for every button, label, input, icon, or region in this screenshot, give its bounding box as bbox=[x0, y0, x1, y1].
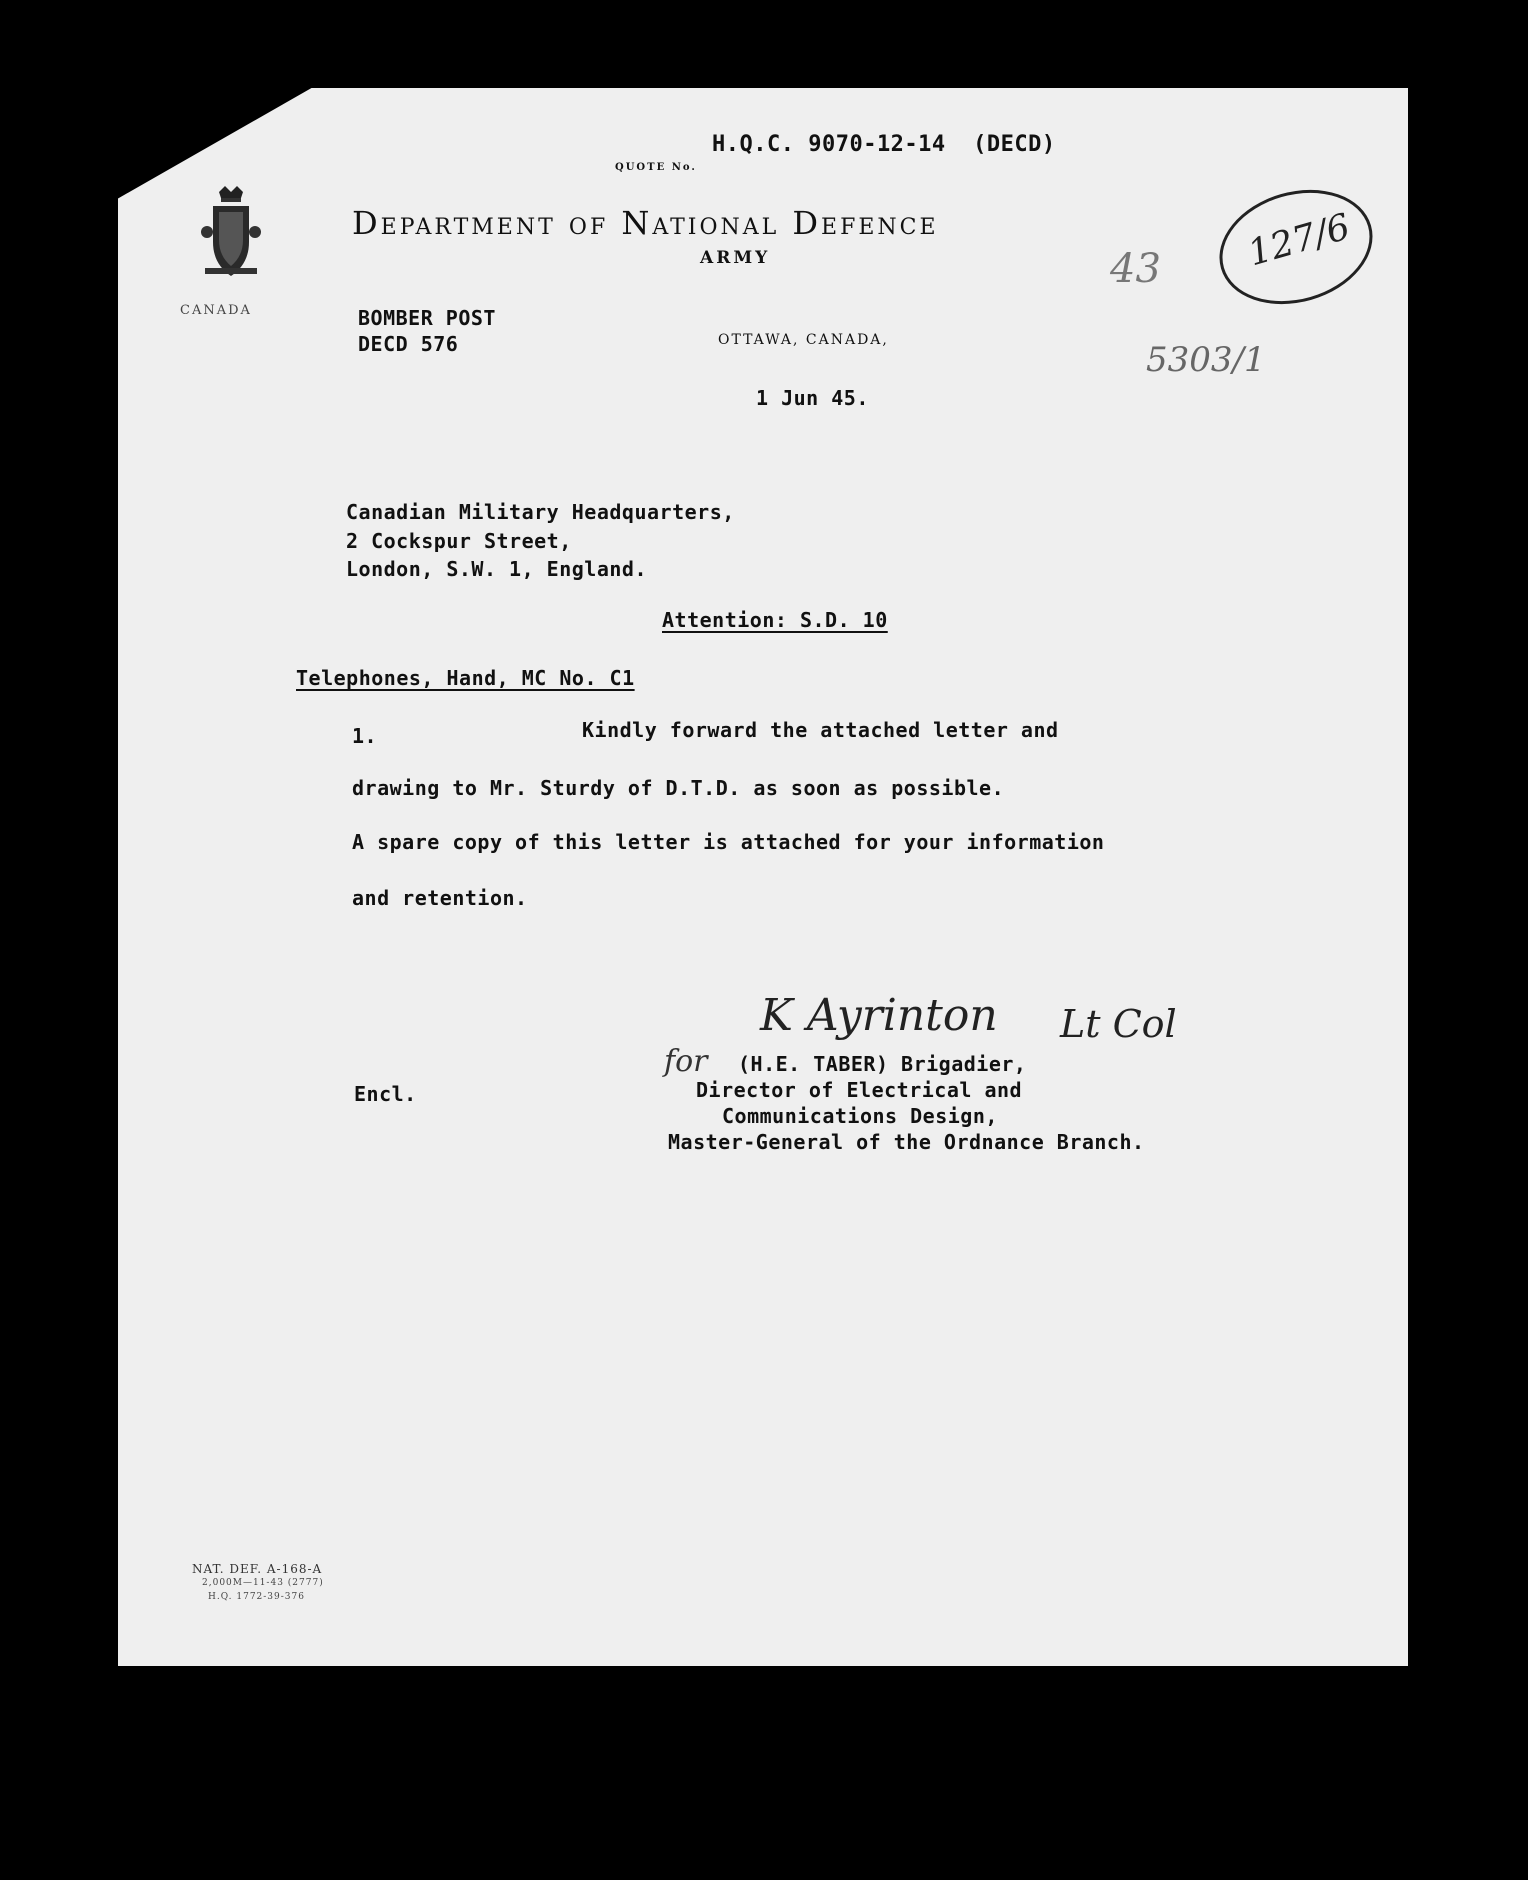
recipient-line-3: London, S.W. 1, England. bbox=[346, 557, 647, 581]
handwritten-file-no: 5303/1 bbox=[1146, 340, 1266, 380]
quote-no-label: QUOTE No. bbox=[615, 162, 697, 173]
reference-line-1: BOMBER POST bbox=[358, 306, 496, 330]
canada-crest bbox=[180, 165, 252, 318]
reference-line-2: DECD 576 bbox=[358, 332, 459, 356]
paragraph-number: 1. bbox=[352, 724, 378, 748]
recipient-line-2: 2 Cockspur Street, bbox=[346, 529, 572, 553]
body-line-2: drawing to Mr. Sturdy of D.T.D. as soon as possible. bbox=[352, 776, 1005, 800]
file-reference: H.Q.C. 9070-12-14 (DECD) bbox=[712, 132, 1056, 157]
signature-line-2: Director of Electrical and bbox=[696, 1078, 1023, 1102]
handwritten-rank: Lt Col bbox=[1060, 1002, 1177, 1046]
recipient-line-1: Canadian Military Headquarters, bbox=[346, 500, 735, 524]
body-line-3: A spare copy of this letter is attached for your information bbox=[352, 830, 1105, 854]
crest-icon bbox=[199, 184, 263, 284]
form-footer-line-1: NAT. DEF. A-168-A bbox=[192, 1562, 323, 1576]
subject-line: Telephones, Hand, MC No. C1 bbox=[296, 666, 635, 690]
circled-number-text: 127/6 bbox=[1243, 206, 1355, 275]
attention-line: Attention: S.D. 10 bbox=[662, 608, 888, 632]
department-title: Department of National Defence bbox=[352, 204, 939, 242]
branch-title: ARMY bbox=[700, 248, 771, 268]
enclosure-note: Encl. bbox=[354, 1082, 417, 1106]
letter-page bbox=[118, 88, 1408, 1666]
crest-label: CANADA bbox=[180, 303, 252, 318]
form-footer-line-3: H.Q. 1772-39-376 bbox=[208, 1592, 305, 1602]
signature-line-4: Master-General of the Ordnance Branch. bbox=[668, 1130, 1145, 1154]
form-footer-line-2: 2,000M—11-43 (2777) bbox=[202, 1578, 324, 1588]
body-line-1: Kindly forward the attached letter and bbox=[582, 718, 1059, 742]
signature-line-3: Communications Design, bbox=[722, 1104, 998, 1128]
handwritten-for: for bbox=[664, 1044, 708, 1079]
handwritten-number: 43 bbox=[1110, 246, 1161, 292]
signature-line-1: (H.E. TABER) Brigadier, bbox=[738, 1052, 1027, 1076]
handwritten-signature: K Ayrinton bbox=[760, 990, 998, 1041]
letter-date: 1 Jun 45. bbox=[756, 386, 869, 410]
location-line: OTTAWA, CANADA, bbox=[718, 332, 889, 348]
body-line-4: and retention. bbox=[352, 886, 528, 910]
